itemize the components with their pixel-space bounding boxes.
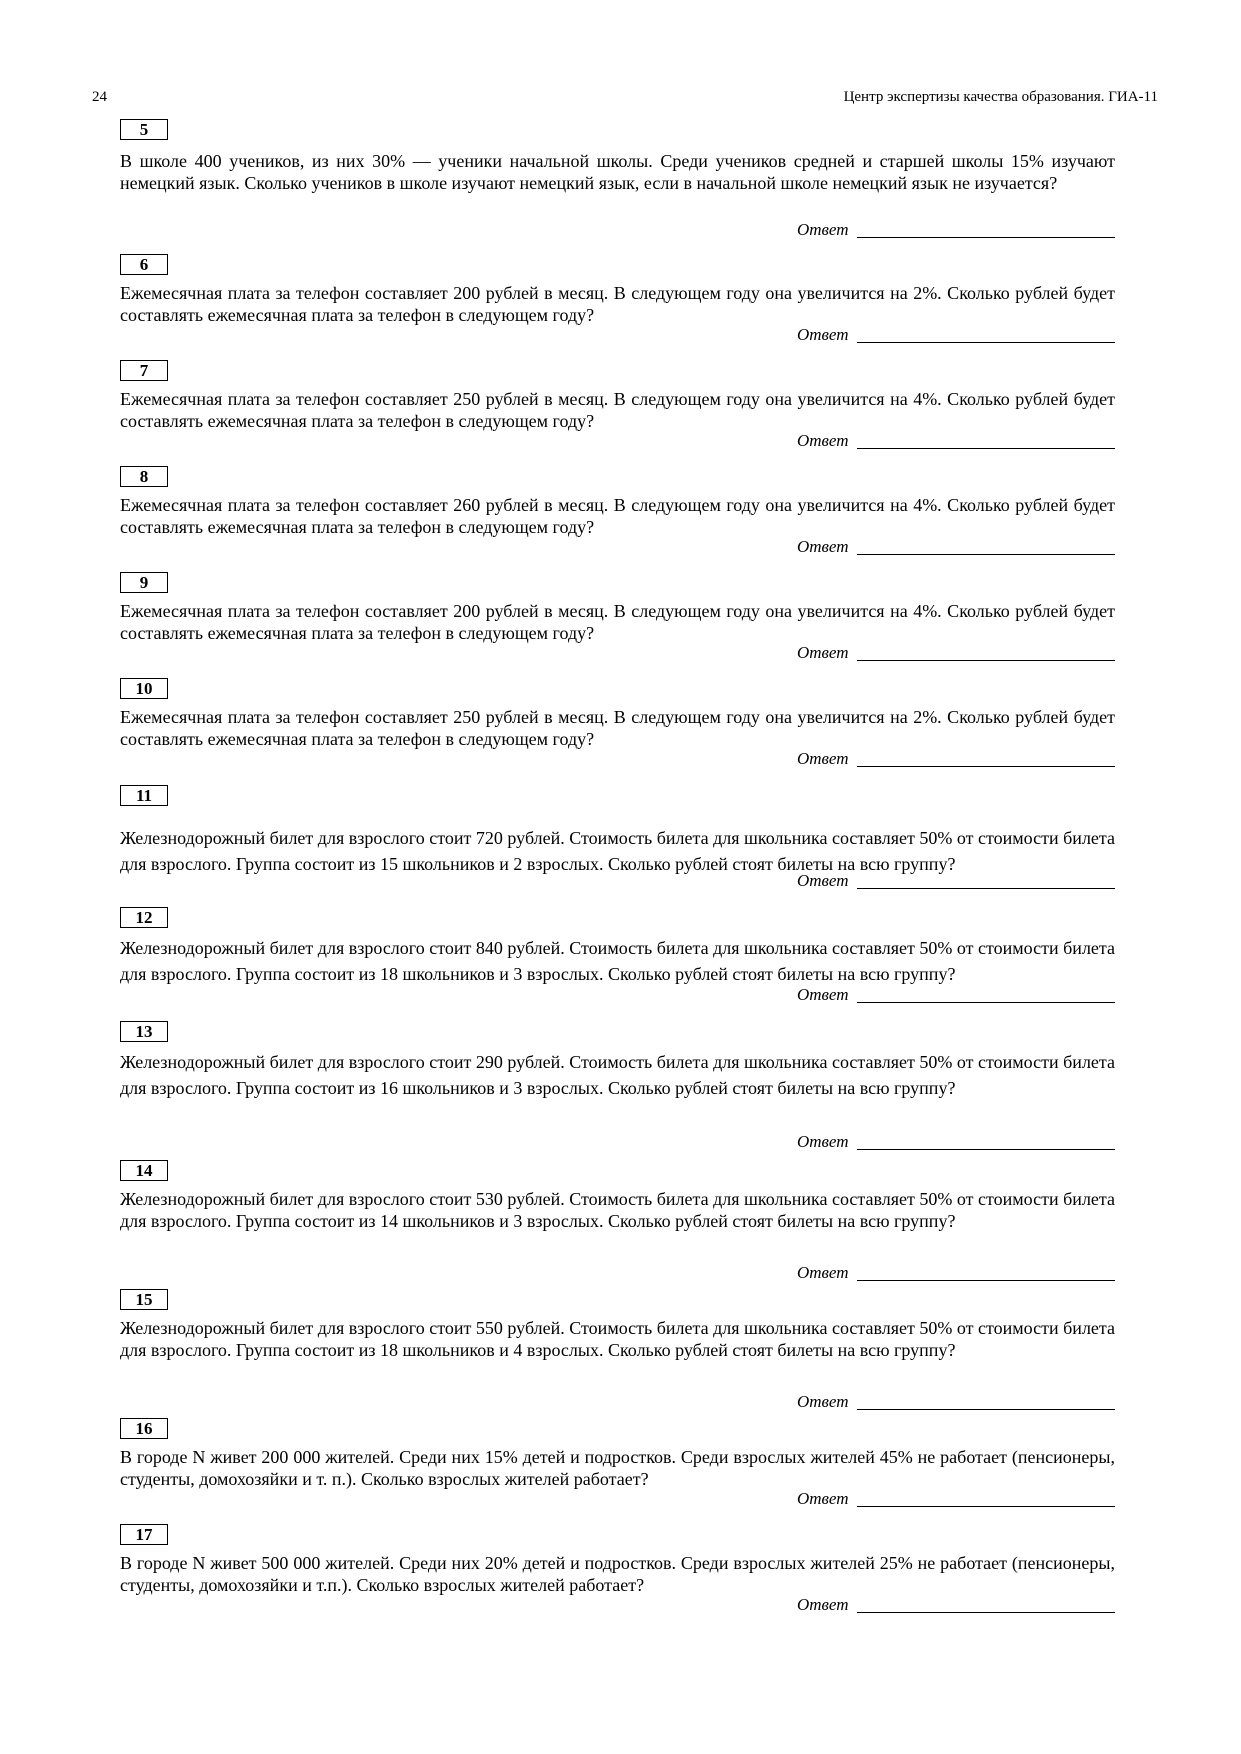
answer-field[interactable] [797,1263,1115,1283]
task-17 [120,1524,1115,1624]
task-text: Железнодорожный билет для взрослого стоит 720 рублей. Стоимость билета для школьника составляет 50% от стоимости билета для взрослого. Группа состоит из 15 школьников и 2 взрослых. Сколько рублей стоят билеты на всю группу? [120,828,1115,874]
answer-line [857,1002,1115,1003]
task-6 [120,254,1115,354]
task-text: Ежемесячная плата за телефон составляет 200 рублей в месяц. В следующем году она увеличится на 4%. Сколько рублей будет составлять ежемесячная плата за телефон в следующем году? [120,601,1115,643]
answer-line [857,448,1115,449]
answer-line [857,766,1115,767]
task-13 [120,1021,1115,1151]
answer-label: Ответ [797,749,849,768]
task-text: В школе 400 учеников, из них 30% — ученики начальной школы. Среди учеников средней и старшей школы 15% изучают немецкий язык. Сколько учеников в школе изучают немецкий язык, если в начальной школе немецкий язык не изучается? [120,151,1115,193]
task-text: Железнодорожный билет для взрослого стоит 550 рублей. Стоимость билета для школьника составляет 50% от стоимости билета для взрослого. Группа состоит из 18 школьников и 4 взрослых. Сколько рублей стоят билеты на всю группу? [120,1318,1115,1360]
task-12 [120,907,1115,1007]
task-text: Ежемесячная плата за телефон составляет 250 рублей в месяц. В следующем году она увеличится на 2%. Сколько рублей будет составлять ежемесячная плата за телефон в следующем году? [120,707,1115,749]
task-number: 14 [120,1160,168,1181]
answer-field[interactable] [797,431,1115,451]
answer-label: Ответ [797,871,849,890]
task-number: 8 [120,466,168,487]
answer-label: Ответ [797,1132,849,1151]
answer-line [857,1612,1115,1613]
answer-field[interactable] [797,1489,1115,1509]
answer-line [857,1149,1115,1150]
answer-line [857,888,1115,889]
answer-line [857,554,1115,555]
task-11 [120,785,1115,895]
task-text: Ежемесячная плата за телефон составляет 250 рублей в месяц. В следующем году она увеличится на 4%. Сколько рублей будет составлять ежемесячная плата за телефон в следующем году? [120,389,1115,431]
task-number: 7 [120,360,168,381]
answer-line [857,1409,1115,1410]
answer-label: Ответ [797,325,849,344]
answer-field[interactable] [797,220,1115,240]
task-9 [120,572,1115,672]
task-number: 15 [120,1289,168,1310]
task-8 [120,466,1115,566]
task-number: 17 [120,1524,168,1545]
answer-label: Ответ [797,431,849,450]
task-number: 13 [120,1021,168,1042]
answer-label: Ответ [797,1595,849,1614]
task-number: 10 [120,678,168,699]
answer-field[interactable] [797,1392,1115,1412]
task-number: 11 [120,785,168,806]
answer-field[interactable] [797,537,1115,557]
task-number: 9 [120,572,168,593]
page-number: 24 [92,89,107,105]
answer-label: Ответ [797,643,849,662]
task-number: 5 [120,119,168,140]
answer-label: Ответ [797,985,849,1004]
task-text: В городе N живет 500 000 жителей. Среди них 20% детей и подростков. Среди взрослых жителей 25% не работает (пенсионеры, студенты, домохозяйки и т.п.). Сколько взрослых жителей работает? [120,1553,1115,1595]
answer-line [857,342,1115,343]
task-text: Ежемесячная плата за телефон составляет 260 рублей в месяц. В следующем году она увеличится на 4%. Сколько рублей будет составлять ежемесячная плата за телефон в следующем году? [120,495,1115,537]
task-number: 12 [120,907,168,928]
task-text: Железнодорожный билет для взрослого стоит 530 рублей. Стоимость билета для школьника составляет 50% от стоимости билета для взрослого. Группа состоит из 14 школьников и 3 взрослых. Сколько рублей стоят билеты на всю группу? [120,1189,1115,1231]
answer-label: Ответ [797,1263,849,1282]
task-text: Ежемесячная плата за телефон составляет 200 рублей в месяц. В следующем году она увеличится на 2%. Сколько рублей будет составлять ежемесячная плата за телефон в следующем году? [120,283,1115,325]
task-text: Железнодорожный билет для взрослого стоит 290 рублей. Стоимость билета для школьника составляет 50% от стоимости билета для взрослого. Группа состоит из 16 школьников и 3 взрослых. Сколько рублей стоят билеты на всю группу? [120,1052,1115,1098]
answer-field[interactable] [797,749,1115,769]
answer-label: Ответ [797,1489,849,1508]
task-number: 6 [120,254,168,275]
answer-field[interactable] [797,643,1115,663]
answer-field[interactable] [797,325,1115,345]
task-text: Железнодорожный билет для взрослого стоит 840 рублей. Стоимость билета для школьника составляет 50% от стоимости билета для взрослого. Группа состоит из 18 школьников и 3 взрослых. Сколько рублей стоят билеты на всю группу? [120,938,1115,984]
answer-label: Ответ [797,1392,849,1411]
task-10 [120,678,1115,778]
task-5 [120,119,1115,239]
answer-field[interactable] [797,1595,1115,1615]
task-number: 16 [120,1418,168,1439]
answer-field[interactable] [797,871,1115,891]
answer-line [857,1280,1115,1281]
answer-label: Ответ [797,537,849,556]
answer-label: Ответ [797,220,849,239]
answer-field[interactable] [797,985,1115,1005]
task-15 [120,1289,1115,1414]
answer-line [857,660,1115,661]
task-text: В городе N живет 200 000 жителей. Среди них 15% детей и подростков. Среди взрослых жителей 45% не работает (пенсионеры, студенты, домохозяйки и т. п.). Сколько взрослых жителей работает? [120,1447,1115,1489]
header-title: Центр экспертизы качества образования. ГИА-11 [843,89,1158,105]
answer-field[interactable] [797,1132,1115,1152]
task-16 [120,1418,1115,1518]
task-14 [120,1160,1115,1285]
answer-line [857,1506,1115,1507]
answer-line [857,237,1115,238]
task-7 [120,360,1115,460]
